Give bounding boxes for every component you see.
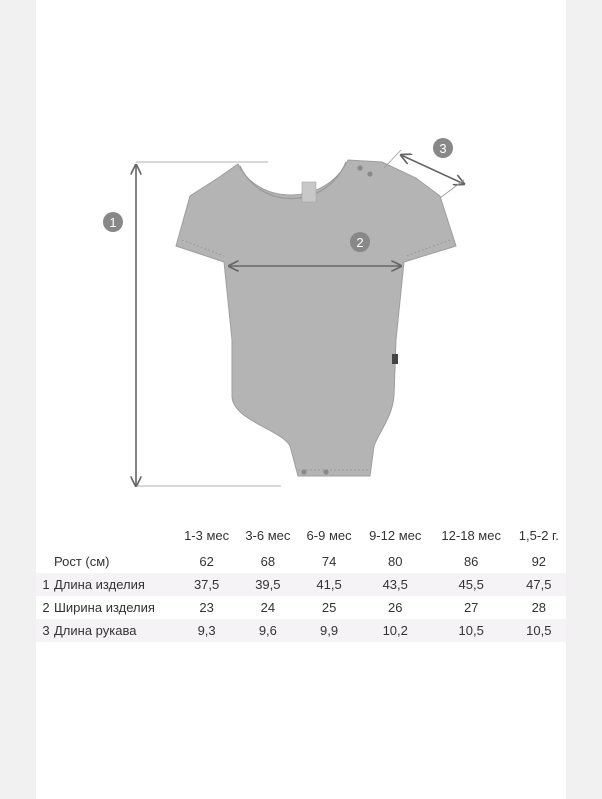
size-table: [36, 520, 566, 642]
row-number: 2: [42, 600, 50, 615]
row-label: Рост (см): [54, 554, 110, 569]
row-label: Ширина изделия: [54, 600, 155, 615]
svg-text:2: 2: [356, 235, 364, 250]
cell-value: 37,5: [176, 573, 237, 596]
table-row: [36, 573, 566, 596]
bodysuit-illustration: [36, 0, 566, 510]
row-number: 3: [36, 619, 54, 642]
row-number: 1: [36, 573, 54, 596]
cell-value: 27: [463, 600, 479, 615]
row-label: Длина изделия: [54, 573, 176, 596]
svg-text:3: 3: [439, 141, 447, 156]
table-row: [36, 596, 566, 619]
cell-value: 28: [531, 600, 547, 615]
cell-value: 45,5: [431, 573, 512, 596]
row-label: Длина рукава: [54, 619, 176, 642]
size-chart-page: [36, 0, 566, 799]
marker-1: [103, 212, 123, 232]
cell-value: 10,5: [512, 619, 566, 642]
marker-2: [350, 232, 370, 252]
cell-value: 39,5: [237, 573, 298, 596]
cell-value: 43,5: [360, 573, 431, 596]
cell-value: 41,5: [298, 573, 359, 596]
cell-value: 24: [260, 600, 276, 615]
cell-value: 62: [199, 554, 214, 569]
marker-3: [433, 138, 453, 158]
cell-value: 10,2: [360, 619, 431, 642]
cell-value: 9,9: [298, 619, 359, 642]
size-header: 6-9 мес: [306, 527, 352, 543]
cell-value: 92: [531, 554, 547, 569]
bodysuit-shape: [176, 160, 456, 476]
cell-value: 9,6: [237, 619, 298, 642]
cell-value: 23: [199, 600, 214, 615]
table-row: [36, 619, 566, 642]
cell-value: 47,5: [512, 573, 566, 596]
cell-value: 68: [260, 554, 276, 569]
size-header: 12-18 мес: [441, 527, 501, 543]
cell-value: 25: [321, 600, 337, 615]
cell-value: 74: [321, 554, 337, 569]
svg-text:1: 1: [109, 215, 117, 230]
size-header: 1-3 мес: [184, 527, 230, 543]
size-header: 3-6 мес: [245, 527, 291, 543]
size-header: 9-12 мес: [369, 527, 422, 543]
cell-value: 9,3: [176, 619, 237, 642]
cell-value: 26: [388, 600, 403, 615]
cell-value: 10,5: [431, 619, 512, 642]
row-number: [36, 550, 54, 573]
cell-value: 80: [388, 554, 403, 569]
size-header-row: [36, 520, 566, 550]
table-row: [36, 550, 566, 573]
size-header: 1,5-2 г.: [518, 527, 559, 543]
cell-value: 86: [463, 554, 479, 569]
